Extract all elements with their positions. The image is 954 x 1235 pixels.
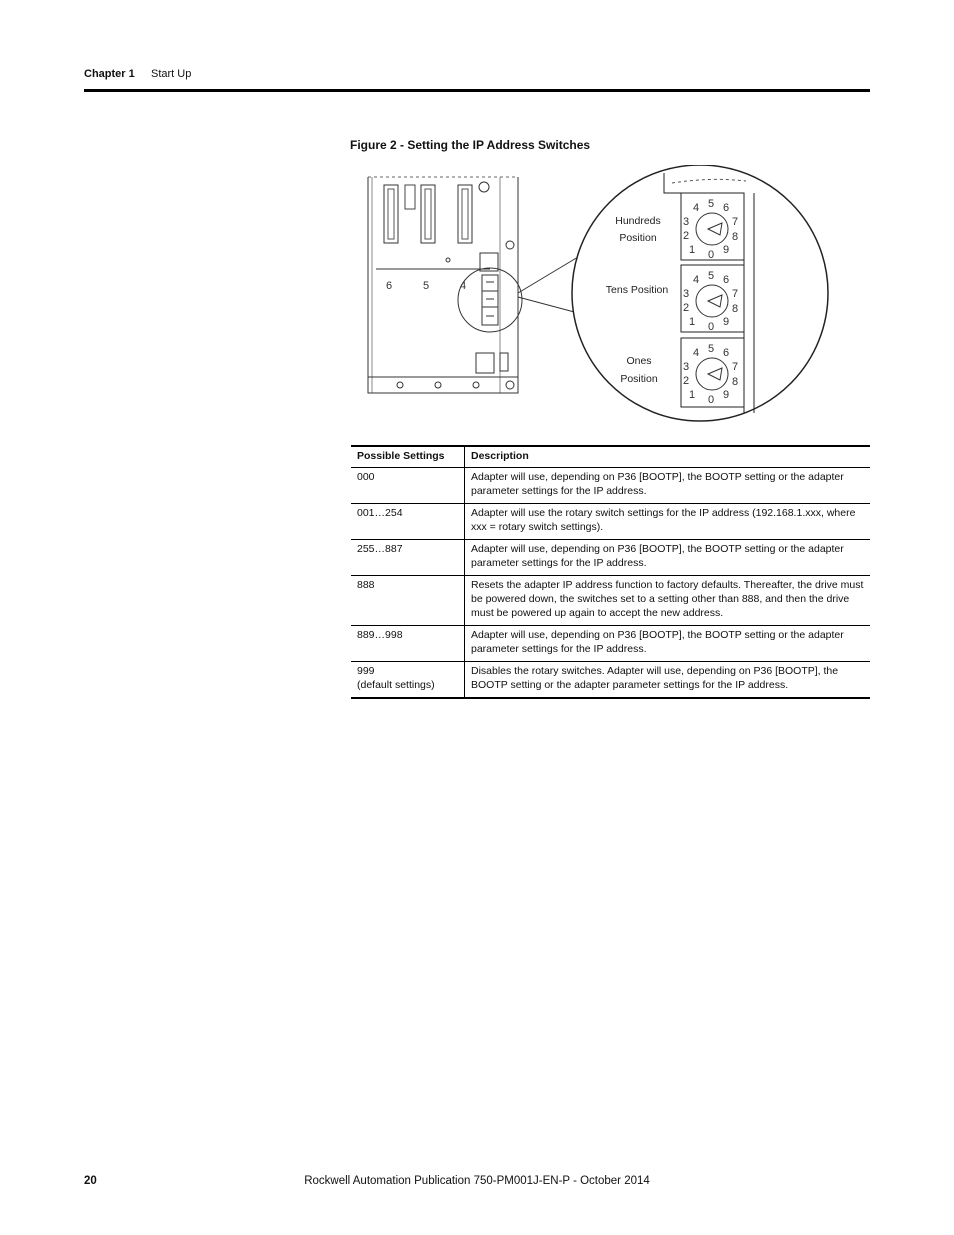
setting-cell [351,662,465,699]
section-label: Start Up [151,68,192,80]
tens-digit-4: 4 [693,274,700,286]
dial-ones [681,338,744,407]
hundreds-digit-4: 4 [693,202,700,214]
table-row [351,662,870,699]
tens-digit-0: 0 [708,321,715,333]
ones-digit-7: 7 [732,361,739,373]
ones-digit-6: 6 [723,347,730,359]
hundreds-digit-9: 9 [723,244,730,256]
ip-settings-table [351,445,870,699]
drive-chassis-drawing [368,177,578,393]
hundreds-label-line1: Hundreds [615,215,661,227]
table-row [351,540,870,576]
hundreds-digit-2: 2 [683,230,690,242]
port-number-5: 5 [423,280,430,292]
page-number: 20 [84,1175,97,1187]
ones-digit-0: 0 [708,394,715,406]
port-number-6: 6 [386,280,393,292]
zoom-detail [572,165,828,421]
tens-digit-3: 3 [683,288,690,300]
hundreds-digit-7: 7 [732,216,739,228]
tens-digit-5: 5 [708,270,715,282]
port-number-4: 4 [460,280,467,292]
ones-digit-1: 1 [689,389,696,401]
description-cell: Resets the adapter IP address function to factory defaults. Thereafter, the drive must be powered down, the switches set to a setting other than 888, and then the drive must be powered up again to accept the new address. [465,576,871,626]
dial-hundreds [681,193,744,261]
table-row [351,468,870,504]
table-header-row [351,446,870,468]
hundreds-digit-5: 5 [708,198,715,210]
setting-cell: 889…998 [351,626,465,662]
tens-digit-8: 8 [732,303,739,315]
dial-tens [681,265,744,333]
hundreds-digit-6: 6 [723,202,730,214]
ones-label-line2: Position [620,373,658,385]
tens-digit-1: 1 [689,316,696,328]
ones-digit-2: 2 [683,375,690,387]
figure-title: Figure 2 - Setting the IP Address Switches [350,138,591,152]
tens-digit-2: 2 [683,302,690,314]
setting-cell: 000 [351,468,465,504]
hundreds-digit-8: 8 [732,231,739,243]
description-cell: Adapter will use the rotary switch settings for the IP address (192.168.1.xxx, where xxx = rotary switch settings). [465,504,871,540]
tens-digit-6: 6 [723,274,730,286]
tens-digit-7: 7 [732,288,739,300]
setting-cell: 255…887 [351,540,465,576]
header-possible-settings: Possible Settings [351,446,465,468]
tens-digit-9: 9 [723,316,730,328]
header-description: Description [465,446,871,468]
header-rule [84,89,870,92]
hundreds-label-line2: Position [619,232,657,244]
description-cell: Adapter will use, depending on P36 [BOOTP], the BOOTP setting or the adapter parameter settings for the IP address. [465,540,871,576]
table-row [351,576,870,626]
setting-cell: 888 [351,576,465,626]
description-cell: Adapter will use, depending on P36 [BOOTP], the BOOTP setting or the adapter parameter settings for the IP address. [465,626,871,662]
ones-digit-8: 8 [732,376,739,388]
ones-digit-5: 5 [708,343,715,355]
ones-digit-4: 4 [693,347,700,359]
ones-digit-3: 3 [683,361,690,373]
description-cell: Disables the rotary switches. Adapter will use, depending on P36 [BOOTP], the BOOTP setting or the adapter parameter settings for the IP address. [465,662,871,699]
setting-note: (default settings) [357,679,435,691]
hundreds-digit-0: 0 [708,249,715,261]
table-row [351,626,870,662]
setting-cell: 001…254 [351,504,465,540]
table-row [351,504,870,540]
hundreds-digit-1: 1 [689,244,696,256]
ones-digit-9: 9 [723,389,730,401]
setting-value: 999 [357,665,375,677]
hundreds-digit-3: 3 [683,216,690,228]
publication-info: Rockwell Automation Publication 750-PM001J-EN-P - October 2014 [304,1175,650,1187]
port-numbers [386,280,466,292]
description-cell: Adapter will use, depending on P36 [BOOTP], the BOOTP setting or the adapter parameter settings for the IP address. [465,468,871,504]
ones-label-line1: Ones [626,355,652,367]
tens-label: Tens Position [605,284,669,296]
chapter-label: Chapter 1 [84,68,135,80]
ip-switch-figure [350,165,830,430]
